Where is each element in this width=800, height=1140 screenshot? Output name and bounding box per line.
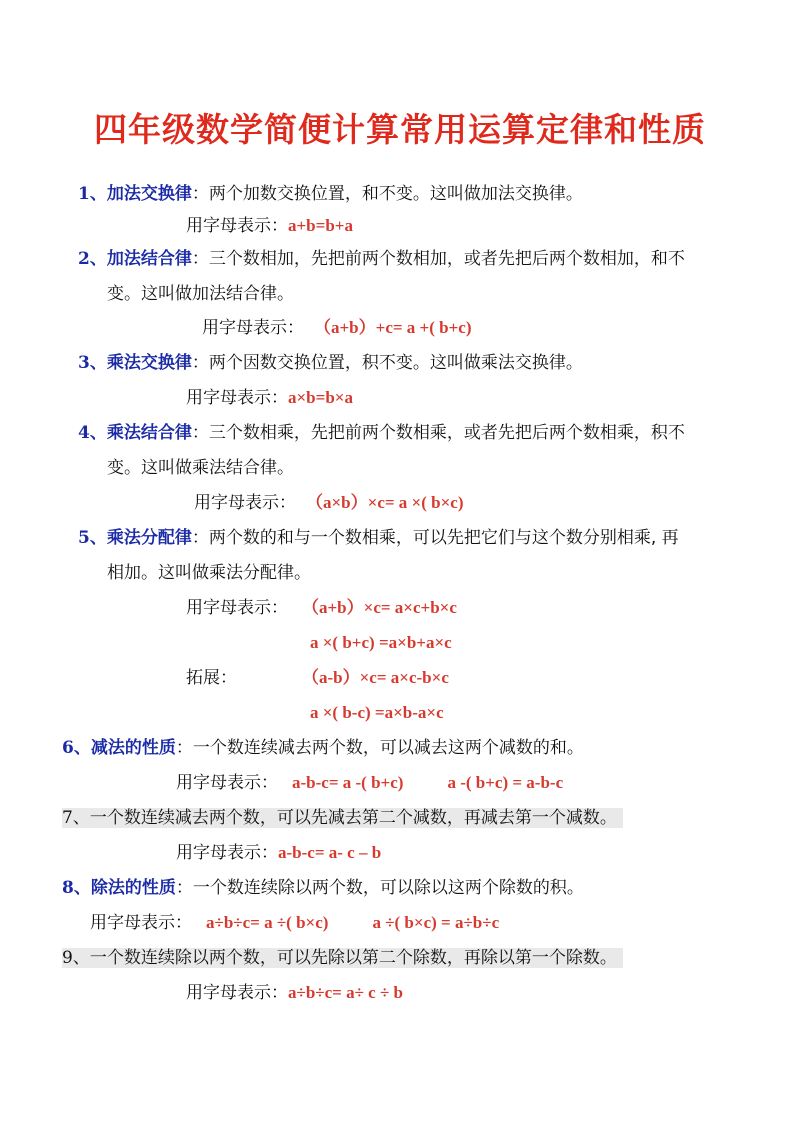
section-6-heading: [62, 735, 584, 761]
section-1-number: 1、: [78, 184, 107, 204]
section-6-number: 6、: [62, 738, 91, 758]
section-5-formula-line-2: [310, 630, 452, 656]
section-1-heading: [78, 181, 583, 207]
section-5-expand-line-1: [186, 665, 237, 691]
section-3-term: 乘法交换律: [106, 353, 192, 373]
formula-label: 用字母表示：: [186, 388, 288, 408]
section-5-formula-3: （a-b）×c= a×c-b×c: [302, 668, 449, 687]
formula-label: 用字母表示：: [186, 598, 288, 618]
section-6-formula-2: a -( b+c) = a-b-c: [447, 773, 564, 792]
section-2-colon: ：: [191, 249, 209, 269]
formula-label: 用字母表示：: [186, 983, 288, 1003]
section-2-number: 2、: [78, 249, 107, 269]
section-1-formula-line: [186, 213, 353, 239]
section-8-desc: 一个数连续除以两个数，可以除以这两个除数的积。: [192, 878, 584, 898]
section-3-number: 3、: [78, 353, 107, 373]
section-9-formula-line: [186, 980, 403, 1006]
section-5-formula-line-1: [186, 595, 457, 621]
section-6-formula-line: [176, 770, 563, 796]
section-5-desc-2: 相加。这叫做乘法分配律。: [107, 563, 311, 583]
section-5-formula-line-3: [302, 665, 449, 691]
section-9-number: 9、: [62, 948, 90, 968]
section-8-colon: ：: [175, 878, 193, 898]
section-9-desc: 一个数连续除以两个数，可以先除以第二个除数，再除以第一个除数。: [89, 948, 617, 968]
section-4-desc-2: 变。这叫做乘法结合律。: [107, 458, 294, 478]
section-7-desc: 一个数连续减去两个数，可以先减去第二个减数，再减去第一个减数。: [89, 808, 617, 828]
section-7-highlight: [62, 808, 623, 828]
section-2-formula-line: [202, 315, 472, 341]
formula-label: 用字母表示：: [186, 216, 288, 236]
section-4-heading: [78, 420, 685, 446]
section-8-formula-line: [90, 910, 499, 936]
formula-label: 用字母表示：: [90, 913, 192, 933]
section-5-formula-line-4: [310, 700, 444, 726]
section-4-term: 乘法结合律: [106, 423, 192, 443]
section-4-colon: ：: [191, 423, 209, 443]
section-1-formula: a+b=b+a: [288, 216, 353, 235]
section-9-heading: [62, 945, 623, 971]
section-4-formula-line: [194, 490, 464, 516]
section-1-colon: ：: [191, 184, 209, 204]
section-5-heading: [78, 525, 679, 551]
section-5-formula-4: a ×( b-c) =a×b-a×c: [310, 703, 444, 722]
section-2-desc-1: 三个数相加，先把前两个数相加，或者先把后两个数相加，和不: [208, 249, 685, 269]
section-5-formula-2: a ×( b+c) =a×b+a×c: [310, 633, 452, 652]
section-8-number: 8、: [62, 878, 91, 898]
section-6-colon: ：: [175, 738, 193, 758]
section-3-formula-line: [186, 385, 353, 411]
formula-label: 用字母表示：: [194, 493, 296, 513]
formula-label: 用字母表示：: [176, 843, 278, 863]
section-4-desc-1: 三个数相乘，先把前两个数相乘，或者先把后两个数相乘，积不: [208, 423, 685, 443]
section-6-desc: 一个数连续减去两个数，可以减去这两个减数的和。: [192, 738, 584, 758]
formula-label: 用字母表示：: [202, 318, 304, 338]
section-7-heading: [62, 805, 623, 831]
section-2-term: 加法结合律: [106, 249, 192, 269]
section-8-term: 除法的性质: [90, 878, 176, 898]
formula-label: 用字母表示：: [176, 773, 278, 793]
section-3-formula: a×b=b×a: [288, 388, 353, 407]
section-7-number: 7、: [62, 808, 90, 828]
section-8-heading: [62, 875, 584, 901]
section-6-formula-1: a-b-c= a -( b+c): [292, 773, 404, 792]
expand-label: 拓展：: [186, 668, 237, 688]
section-3-colon: ：: [191, 353, 209, 373]
section-8-formula-2: a ÷( b×c) = a÷b÷c: [372, 913, 500, 932]
section-5-formula-1: （a+b）×c= a×c+b×c: [302, 598, 457, 617]
page-title: 四年级数学简便计算常用运算定律和性质: [94, 110, 706, 149]
section-2-formula: （a+b）+c= a +( b+c): [314, 318, 472, 337]
section-1-desc: 两个加数交换位置，和不变。这叫做加法交换律。: [208, 184, 583, 204]
section-3-desc: 两个因数交换位置，积不变。这叫做乘法交换律。: [208, 353, 583, 373]
section-9-highlight: [62, 948, 623, 968]
section-8-formula-1: a÷b÷c= a ÷( b×c): [206, 913, 329, 932]
section-9-formula: a÷b÷c= a÷ c ÷ b: [288, 983, 404, 1002]
section-5-number: 5、: [78, 528, 107, 548]
section-5-desc-1: 两个数的和与一个数相乘，可以先把它们与这个数分别相乘, 再: [208, 528, 679, 548]
section-3-heading: [78, 350, 583, 376]
section-5-colon: ：: [191, 528, 209, 548]
section-2-desc-2: 变。这叫做加法结合律。: [107, 284, 294, 304]
section-4-formula: （a×b）×c= a ×( b×c): [306, 493, 464, 512]
section-1-term: 加法交换律: [106, 184, 192, 204]
section-2-heading: [78, 246, 685, 272]
section-6-term: 减法的性质: [90, 738, 176, 758]
section-5-term: 乘法分配律: [106, 528, 192, 548]
section-7-formula: a-b-c= a- c – b: [278, 843, 382, 862]
section-4-number: 4、: [78, 423, 107, 443]
section-7-formula-line: [176, 840, 381, 866]
